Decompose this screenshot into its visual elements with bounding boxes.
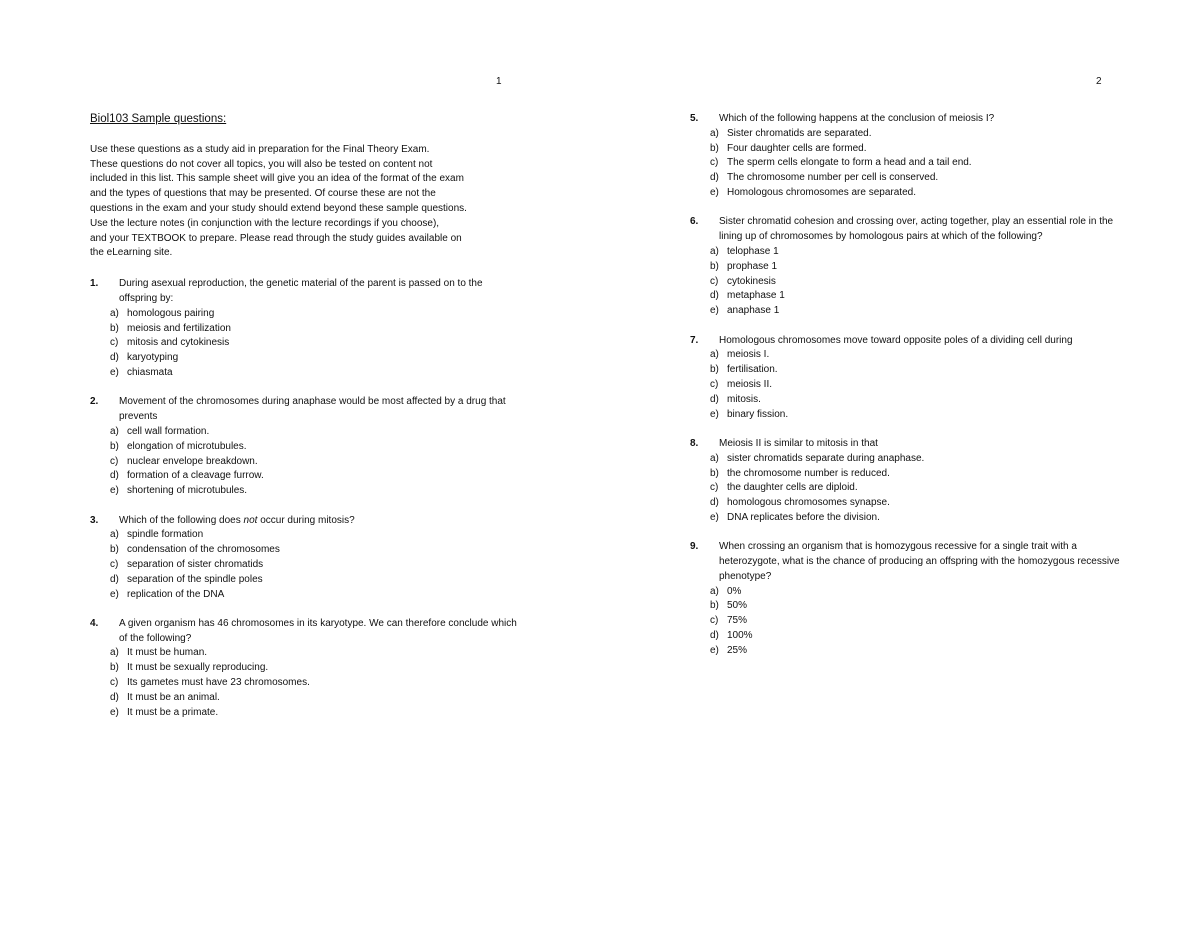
question-text-start: Which of the following does (119, 514, 244, 526)
option-letter: e) (110, 485, 119, 497)
option-letter: a) (110, 425, 119, 437)
option-text: cell wall formation. (127, 425, 210, 437)
answer-option (90, 336, 520, 351)
page-number: 1 (496, 76, 502, 87)
option-text: prophase 1 (727, 260, 778, 272)
option-text: Sister chromatids are separated. (727, 127, 872, 139)
question-number: 2. (90, 396, 99, 408)
option-letter: b) (710, 600, 719, 612)
answer-option (90, 558, 520, 573)
option-text: sister chromatids separate during anaphase. (727, 452, 925, 464)
question-9 (690, 540, 1120, 658)
option-letter: c) (710, 615, 719, 627)
question-text (119, 514, 520, 529)
option-text: shortening of microtubules. (127, 485, 248, 497)
option-letter: c) (110, 558, 119, 570)
answer-option (690, 127, 1120, 142)
question-number: 9. (690, 541, 699, 553)
option-text: anaphase 1 (727, 305, 780, 317)
option-letter: c) (710, 157, 719, 169)
answer-option (90, 588, 520, 603)
answer-option (90, 706, 520, 721)
answer-option (690, 629, 1120, 644)
question-5 (690, 112, 1120, 201)
answer-option (690, 304, 1120, 319)
option-text: homologous pairing (127, 307, 215, 319)
question-2 (90, 395, 520, 499)
answer-option (90, 351, 520, 366)
page-number: 2 (1096, 76, 1102, 87)
answer-option (690, 156, 1120, 171)
page-2-content (690, 112, 1120, 673)
answer-option (90, 646, 520, 661)
answer-option (90, 366, 520, 381)
question-text: A given organism has 46 chromosomes in its karyotype. We can therefore conclude which of the following? (119, 617, 517, 644)
answer-option (690, 363, 1120, 378)
question-text: Movement of the chromosomes during anaphase would be most affected by a drug that prevents (119, 396, 506, 423)
option-letter: b) (710, 467, 719, 479)
option-text: Four daughter cells are formed. (727, 142, 867, 154)
answer-option (90, 440, 520, 455)
option-text: Homologous chromosomes are separated. (727, 186, 916, 198)
option-letter: d) (710, 172, 719, 184)
option-letter: e) (710, 511, 719, 523)
option-letter: c) (110, 337, 119, 349)
answer-option (90, 691, 520, 706)
page-2 (600, 0, 1200, 927)
question-text: During asexual reproduction, the genetic material of the parent is passed on to the offspring by: (119, 278, 483, 304)
option-letter: d) (710, 393, 719, 405)
option-text: 75% (727, 615, 748, 627)
answer-option (90, 543, 520, 558)
option-text: separation of the spindle poles (127, 573, 263, 585)
option-letter: b) (110, 440, 119, 452)
answer-option (690, 142, 1120, 157)
option-text: cytokinesis (727, 275, 776, 287)
option-letter: b) (110, 544, 119, 556)
option-text: separation of sister chromatids (127, 558, 264, 570)
option-text: It must be human. (127, 647, 208, 659)
option-text: meiosis II. (727, 378, 773, 390)
option-text: 25% (727, 644, 748, 656)
option-letter: a) (710, 452, 719, 464)
question-number: 3. (90, 514, 99, 526)
option-letter: a) (710, 245, 719, 257)
option-letter: e) (710, 186, 719, 198)
option-text: The chromosome number per cell is conserved. (727, 172, 939, 184)
option-text: formation of a cleavage furrow. (127, 470, 264, 482)
option-text: metaphase 1 (727, 290, 785, 302)
question-8 (690, 437, 1120, 526)
option-letter: a) (110, 647, 119, 659)
intro-line: Use the lecture notes (in conjunction with the lecture recordings if you choose), (90, 217, 440, 229)
option-letter: b) (110, 322, 119, 334)
option-text: the daughter cells are diploid. (727, 482, 858, 494)
question-text: When crossing an organism that is homozygous recessive for a single trait with a heterozygote, what is the chance of producing an offspring with the homozygous recessive phenotype? (719, 541, 1120, 582)
question-number: 4. (90, 617, 99, 629)
question-1 (90, 277, 520, 381)
option-letter: a) (110, 529, 119, 541)
question-number: 1. (90, 278, 99, 290)
question-text: Homologous chromosomes move toward opposite poles of a dividing cell during (719, 334, 1073, 346)
intro-line: These questions do not cover all topics, you will also be tested on content not (90, 158, 433, 170)
answer-option (690, 644, 1120, 659)
question-number: 8. (690, 437, 699, 449)
option-text: mitosis and cytokinesis (127, 337, 230, 349)
option-text: the chromosome number is reduced. (727, 467, 890, 479)
question-6 (690, 215, 1120, 319)
answer-option (690, 275, 1120, 290)
option-text: It must be an animal. (127, 691, 220, 703)
answer-option (690, 393, 1120, 408)
answer-option (690, 481, 1120, 496)
option-letter: e) (110, 366, 119, 378)
option-letter: a) (710, 127, 719, 139)
answer-option (90, 484, 520, 499)
option-letter: b) (110, 662, 119, 674)
option-letter: c) (110, 677, 119, 689)
option-text: karyotyping (127, 352, 179, 364)
question-text: Which of the following happens at the conclusion of meiosis I? (719, 113, 995, 124)
option-text: fertilisation. (727, 364, 778, 376)
answer-option (690, 378, 1120, 393)
intro-line: the eLearning site. (90, 247, 173, 259)
answer-option (690, 171, 1120, 186)
answer-option (90, 676, 520, 691)
option-text: chiasmata (127, 366, 173, 378)
option-letter: d) (710, 290, 719, 302)
option-letter: c) (710, 275, 719, 287)
answer-option (690, 614, 1120, 629)
option-text: DNA replicates before the division. (727, 511, 880, 523)
question-7 (690, 334, 1120, 423)
option-letter: a) (710, 349, 719, 361)
document-title: Biol103 Sample questions: (90, 113, 227, 125)
question-4 (90, 617, 520, 721)
option-text: 100% (727, 630, 753, 642)
option-text: replication of the DNA (127, 588, 225, 600)
option-text: It must be a primate. (127, 706, 219, 718)
question-text-end: occur during mitosis? (257, 514, 355, 526)
answer-option (690, 585, 1120, 600)
answer-option (690, 599, 1120, 614)
option-text: 50% (727, 600, 748, 612)
question-text: Meiosis II is similar to mitosis in that (719, 437, 878, 449)
option-text: binary fission. (727, 408, 789, 420)
option-letter: a) (710, 585, 719, 597)
option-letter: b) (710, 142, 719, 154)
answer-option (690, 408, 1120, 423)
option-letter: c) (710, 378, 719, 390)
answer-option (690, 245, 1120, 260)
answer-option (90, 528, 520, 543)
option-letter: b) (710, 260, 719, 272)
option-letter: c) (110, 455, 119, 467)
option-text: Its gametes must have 23 chromosomes. (127, 677, 310, 689)
answer-option (690, 467, 1120, 482)
question-text-emphasis: not (243, 514, 258, 526)
answer-option (90, 455, 520, 470)
intro-line: questions in the exam and your study should extend beyond these sample questions. (90, 202, 467, 214)
intro-line: and your TEXTBOOK to prepare. Please read through the study guides available on (90, 232, 462, 244)
option-text: homologous chromosomes synapse. (727, 497, 890, 509)
answer-option (90, 661, 520, 676)
option-letter: d) (710, 497, 719, 509)
option-text: mitosis. (727, 393, 761, 405)
question-number: 7. (690, 334, 699, 346)
option-letter: e) (710, 408, 719, 420)
question-3 (90, 514, 520, 603)
intro-line: Use these questions as a study aid in preparation for the Final Theory Exam. (90, 143, 430, 155)
question-number: 5. (690, 113, 699, 124)
option-letter: c) (710, 482, 719, 494)
page-1-content (90, 112, 520, 735)
option-letter: e) (710, 305, 719, 317)
option-text: elongation of microtubules. (127, 440, 247, 452)
option-text: telophase 1 (727, 245, 779, 257)
intro-line: included in this list. This sample sheet will give you an idea of the format of the exam (90, 173, 464, 185)
question-text: Sister chromatid cohesion and crossing over, acting together, play an essential role in the lining up of chromosomes by homologous pairs at which of the following? (719, 216, 1114, 243)
answer-option (90, 573, 520, 588)
intro-line: and the types of questions that may be presented. Of course these are not the (90, 188, 436, 200)
option-text: nuclear envelope breakdown. (127, 455, 258, 467)
answer-option (90, 425, 520, 440)
answer-option (90, 322, 520, 337)
answer-option (690, 511, 1120, 526)
answer-option (690, 186, 1120, 201)
option-letter: d) (110, 470, 119, 482)
option-text: condensation of the chromosomes (127, 544, 280, 556)
option-letter: e) (110, 588, 119, 600)
intro-paragraph (90, 143, 520, 261)
answer-option (690, 496, 1120, 511)
option-text: 0% (727, 585, 742, 597)
answer-option (90, 307, 520, 322)
answer-option (690, 452, 1120, 467)
answer-option (690, 289, 1120, 304)
option-letter: e) (110, 706, 119, 718)
option-text: spindle formation (127, 529, 204, 541)
option-text: meiosis I. (727, 349, 770, 361)
option-letter: d) (710, 630, 719, 642)
option-letter: d) (110, 352, 119, 364)
option-letter: a) (110, 307, 119, 319)
option-letter: d) (110, 573, 119, 585)
option-text: The sperm cells elongate to form a head and a tail end. (727, 157, 972, 169)
question-number: 6. (690, 216, 699, 228)
answer-option (690, 348, 1120, 363)
answer-option (690, 260, 1120, 275)
option-letter: e) (710, 644, 719, 656)
option-letter: d) (110, 691, 119, 703)
option-letter: b) (710, 364, 719, 376)
answer-option (90, 469, 520, 484)
option-text: It must be sexually reproducing. (127, 662, 269, 674)
option-text: meiosis and fertilization (127, 322, 231, 334)
